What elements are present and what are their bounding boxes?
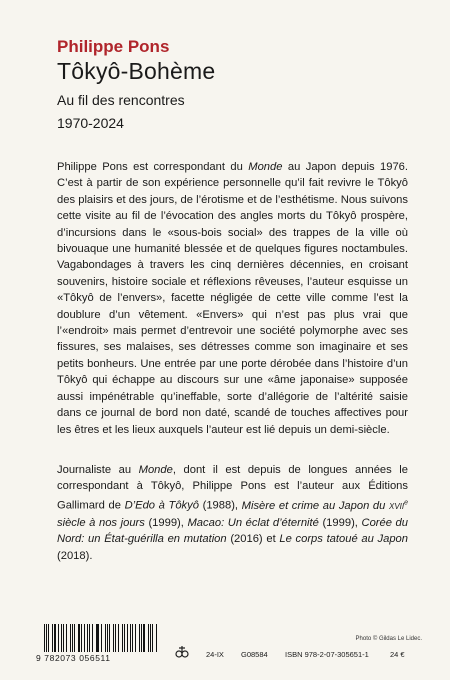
bio-newspaper: Monde xyxy=(138,464,173,476)
price: 24 € xyxy=(390,650,405,659)
barcode-bar xyxy=(132,624,133,652)
bio-book-2-start: Misère et crime au Japon du xyxy=(241,499,389,512)
cover-header xyxy=(57,37,417,133)
barcode-bar xyxy=(72,624,73,652)
bio-text-5: (1999), xyxy=(318,516,362,529)
bio-book-2-end: siècle à nos jours xyxy=(57,516,145,529)
barcode-bar xyxy=(150,624,151,652)
isbn-barcode xyxy=(36,624,158,664)
bio-book-3: Macao: Un éclat d’éternité xyxy=(187,516,319,529)
book-years: 1970-2024 xyxy=(57,115,124,131)
barcode-bar xyxy=(52,624,53,652)
century-superscript: e xyxy=(404,498,409,506)
barcode-bar xyxy=(109,624,110,652)
barcode-bar xyxy=(78,624,80,652)
bio-text-3: (1988), xyxy=(198,499,242,512)
author-bio xyxy=(57,462,408,564)
bio-text-2: , dont il est depuis de longues années le correspondant à Tôkyô, Philippe Pons est l’auteur aux Éditions Gallimard de xyxy=(57,464,409,512)
back-cover-blurb xyxy=(57,159,408,438)
barcode-bar xyxy=(54,624,56,652)
barcode-bar xyxy=(115,624,116,652)
catalog-code-1: 24-IX xyxy=(206,650,224,659)
barcode-bar xyxy=(156,624,157,652)
barcode-bar xyxy=(48,624,49,652)
barcode-bar xyxy=(118,624,120,652)
barcode-bars xyxy=(44,624,158,652)
century-numeral: XVII xyxy=(388,501,405,511)
bio-text-1: Journaliste au xyxy=(57,464,139,476)
barcode-bar xyxy=(81,624,82,652)
book-subtitle: Au fil des rencontres xyxy=(57,92,185,108)
bio-text-4: (1999), xyxy=(144,516,188,529)
barcode-bar xyxy=(127,624,128,652)
barcode-bar xyxy=(148,624,149,652)
blurb-paragraph xyxy=(57,159,408,438)
author-name: Philippe Pons xyxy=(57,37,170,56)
book-title: Tôkyô-Bohème xyxy=(57,58,216,84)
barcode-bar xyxy=(44,624,45,652)
barcode-bar xyxy=(122,624,123,652)
bio-text-6: (2016) et xyxy=(226,533,280,546)
barcode-bar xyxy=(135,624,136,652)
barcode-bar xyxy=(63,624,64,652)
isbn-text: ISBN 978-2-07-305651-1 xyxy=(285,650,369,659)
newspaper-name: Monde xyxy=(248,161,283,173)
barcode-bar xyxy=(70,624,71,652)
barcode-bar xyxy=(124,624,125,652)
barcode-bar xyxy=(89,624,90,652)
barcode-bar xyxy=(84,624,85,652)
bio-book-1: D’Edo à Tôkyô xyxy=(124,499,199,512)
barcode-bar xyxy=(141,624,142,652)
barcode-bar xyxy=(101,624,102,652)
barcode-bar xyxy=(58,624,59,652)
barcode-bar xyxy=(87,624,88,652)
bio-text-7: (2018). xyxy=(57,549,93,562)
barcode-bar xyxy=(130,624,131,652)
barcode-bar xyxy=(97,624,99,652)
barcode-bar xyxy=(74,624,75,652)
barcode-bar xyxy=(92,624,93,652)
blurb-text-start: Philippe Pons est correspondant du xyxy=(57,161,249,173)
photo-credit: Photo © Gildas Le Lidec. xyxy=(355,636,422,642)
barcode-bar xyxy=(107,624,108,652)
barcode-bar xyxy=(61,624,62,652)
catalog-code-2: G08584 xyxy=(241,650,268,659)
blurb-text-rest: au Japon depuis 1976. C’est à partir de son expérience personnelle qu’il fait revivre le Tôkyô des plaisirs et des jours, de l’érotisme et de l’esthétisme. Nous suivons cette visite au fil de l’évocation des angles morts du Tôkyô prospère, d’incursions dans le «sous-bois social» des trappes de la ville où bivouaque une humanité blessée et de quelques figures noctambules. Vagabondages à travers les cinq dernières décennies, en croisant souvenirs, histoire sociale et réflexions rêveuses, l’auteur esquisse un «Tôkyô de l’envers», facette négligée de cette ville comme l’est la doublure d’un vêtement. «Envers» qui n’est pas plus vrai que l’«endroit» mais permet d’entrevoir une société polymorphe avec ses fissures, ses malaises, ses détresses comme son imaginaire et ses petits bonheurs. Une entrée par une porte dérobée dans l’histoire d’un Tôkyô qui échappe au discours sur une «âme japonaise» supposée aussi impénétrable qu’ineffable, sorte d’allégorie de l’altérité saisie dans ce journal de bord non daté, scandé de touches affectives pour les êtres et les lieux auxquels l’auteur est lié depuis un demi-siècle. xyxy=(57,161,408,436)
barcode-bar xyxy=(46,624,47,652)
barcode-bar xyxy=(143,624,145,652)
barcode-bar xyxy=(96,624,97,652)
barcode-bar xyxy=(139,624,140,652)
bio-book-5: Le corps tatoué au Japon xyxy=(279,533,408,546)
publisher-logo-icon xyxy=(174,644,190,660)
barcode-bar xyxy=(66,624,67,652)
bio-book-4: Corée du Nord: un État-guérilla en mutation xyxy=(57,516,408,546)
barcode-bar xyxy=(113,624,114,652)
bio-paragraph xyxy=(57,462,408,564)
barcode-bar xyxy=(105,624,106,652)
ean-number: 9 782073 056511 xyxy=(36,653,111,663)
barcode-bar xyxy=(152,624,153,652)
